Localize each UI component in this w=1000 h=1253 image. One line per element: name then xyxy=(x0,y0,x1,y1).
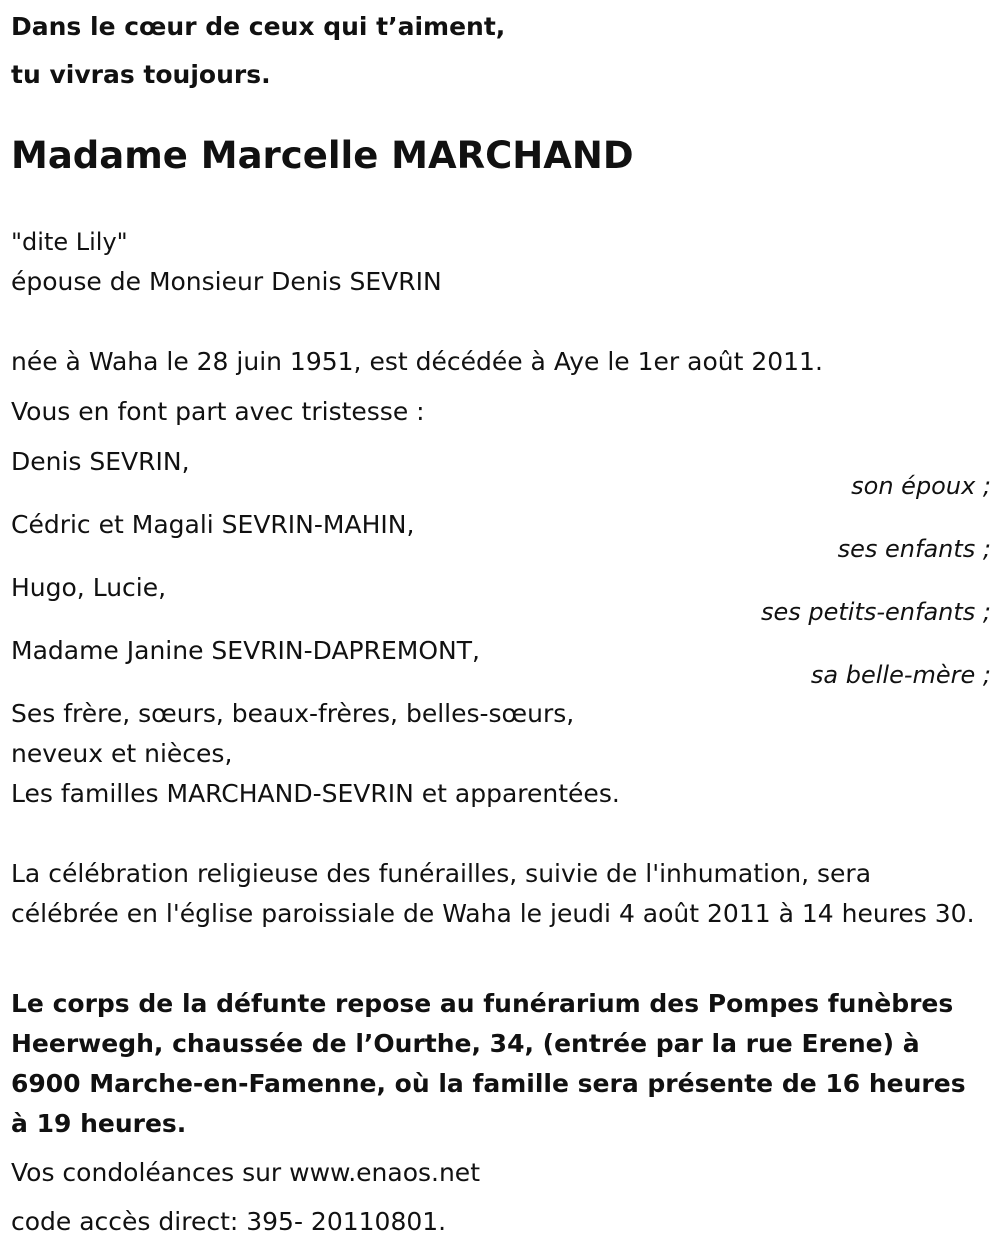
family-member-role: sa belle-mère ; xyxy=(810,661,991,689)
epigraph-line-1: Dans le cœur de ceux qui t’aiment, xyxy=(11,12,506,41)
condolences-line: Vos condoléances sur www.enaos.net xyxy=(11,1158,480,1187)
extended-family-line: neveux et nièces, xyxy=(11,739,233,768)
family-member-names: Denis SEVRIN, xyxy=(11,447,190,476)
extended-family-line: Les familles MARCHAND-SEVRIN et apparentées. xyxy=(11,779,620,808)
family-member-names: Cédric et Magali SEVRIN-MAHIN, xyxy=(11,510,415,539)
family-member-role: ses enfants ; xyxy=(837,535,991,563)
spouse-line: épouse de Monsieur Denis SEVRIN xyxy=(11,267,442,296)
birth-death-line: née à Waha le 28 juin 1951, est décédée à Aye le 1er août 2011. xyxy=(11,347,823,376)
page-title: Madame Marcelle MARCHAND xyxy=(11,134,634,177)
access-code-line: code accès direct: 395- 20110801. xyxy=(11,1207,447,1236)
announcement-line: Vous en font part avec tristesse : xyxy=(11,397,425,426)
nickname: "dite Lily" xyxy=(11,228,128,256)
extended-family-line: Ses frère, sœurs, beaux-frères, belles-sœurs, xyxy=(11,699,575,728)
ceremony-paragraph: La célébration religieuse des funérailles, suivie de l'inhumation, sera célébrée en l'église paroissiale de Waha le jeudi 4 août 2011 à 14 heures 30. xyxy=(11,859,975,928)
epigraph-line-2: tu vivras toujours. xyxy=(11,60,271,89)
funerarium-paragraph: Le corps de la défunte repose au funérarium des Pompes funèbres Heerwegh, chaussée de l’Ourthe, 34, (entrée par la rue Erene) à 6900 Marche-en-Famenne, où la famille sera présente de 16 heures à 19 heures. xyxy=(11,989,966,1138)
family-member-names: Hugo, Lucie, xyxy=(11,573,167,602)
family-member-role: son époux ; xyxy=(851,472,991,500)
family-member-role: ses petits-enfants ; xyxy=(760,598,991,626)
family-member-names: Madame Janine SEVRIN-DAPREMONT, xyxy=(11,636,480,665)
